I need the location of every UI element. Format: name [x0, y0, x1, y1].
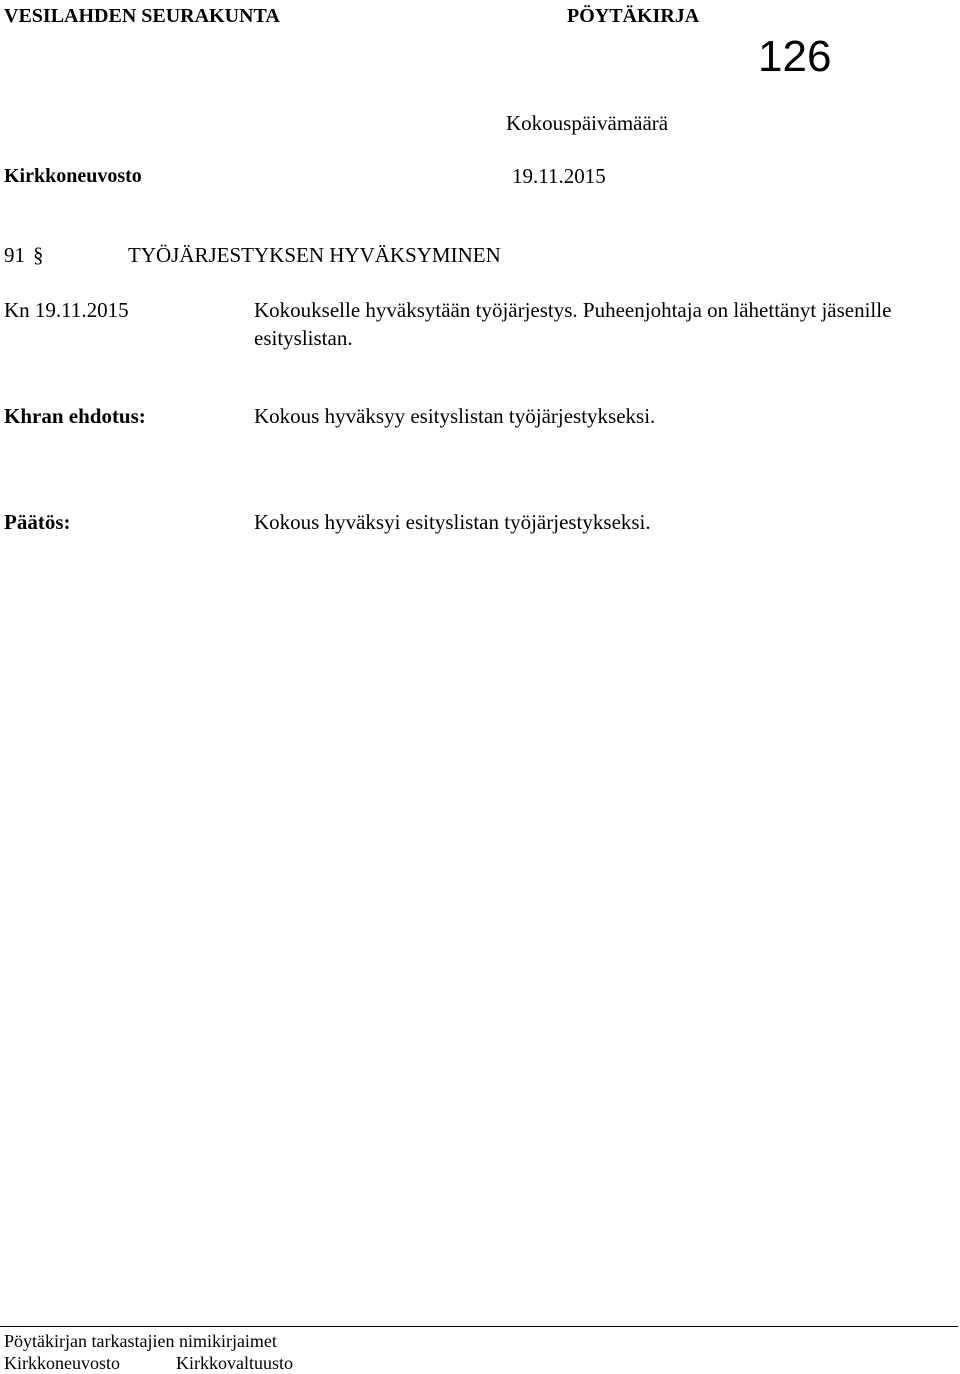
proposal-label: Khran ehdotus: — [4, 404, 146, 428]
section-number: 91 — [4, 243, 25, 267]
meeting-date-label: Kokouspäivämäärä — [506, 111, 669, 135]
section-title: TYÖJÄRJESTYKSEN HYVÄKSYMINEN — [128, 243, 501, 267]
document-type: PÖYTÄKIRJA — [567, 5, 700, 27]
organization-name: VESILAHDEN SEURAKUNTA — [4, 5, 280, 27]
page-number: 126 — [758, 32, 832, 81]
meeting-date: 19.11.2015 — [512, 164, 606, 188]
section-mark: § — [33, 243, 44, 267]
footer-divider — [0, 1326, 958, 1327]
footer-signature-kirkkoneuvosto: Kirkkoneuvosto — [4, 1353, 120, 1373]
kn-entry-label: Kn 19.11.2015 — [4, 298, 129, 322]
body-name: Kirkkoneuvosto — [4, 165, 142, 187]
proposal-text: Kokous hyväksyy esityslistan työjärjestykseksi. — [254, 404, 656, 428]
footer-title: Pöytäkirjan tarkastajien nimikirjaimet — [4, 1331, 277, 1351]
decision-text: Kokous hyväksyi esityslistan työjärjestykseksi. — [254, 510, 651, 534]
decision-label: Päätös: — [4, 510, 71, 534]
footer-signature-kirkkovaltuusto: Kirkkovaltuusto — [176, 1353, 293, 1373]
kn-entry-text: Kokoukselle hyväksytään työjärjestys. Puheenjohtaja on lähettänyt jäsenille esityslistan. — [254, 298, 892, 350]
